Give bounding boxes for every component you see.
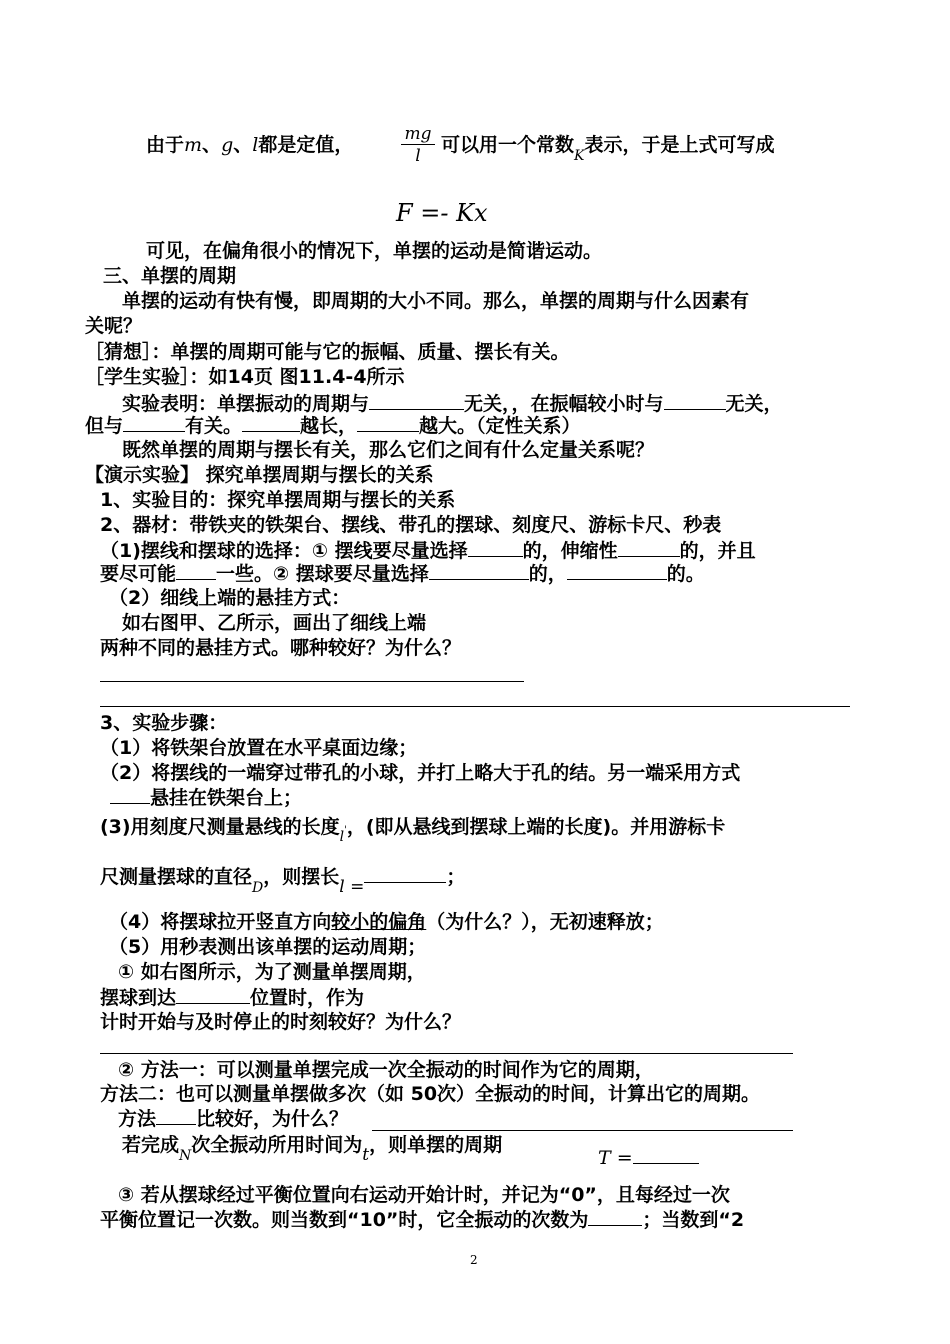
- paragraph: 关呢？: [85, 315, 143, 337]
- section-heading: 三、单摆的周期: [103, 265, 237, 287]
- text: 摆球到达: [100, 987, 177, 1009]
- paragraph: 单摆的运动有快有慢，即周期的大小不同。那么，单摆的周期与什么因素有: [122, 290, 750, 312]
- text: 表示，于是上式可写成: [584, 134, 775, 156]
- text: 无关，，在振幅较小时与: [464, 393, 664, 415]
- line-constants-cont: [441, 133, 775, 164]
- demo-title: 探究单摆周期与摆长的关系: [199, 464, 434, 486]
- sub-question-3-cont: [100, 1207, 744, 1232]
- method-1: ② 方法一：可以测量单摆完成一次全振动的时间作为它的周期，: [118, 1059, 654, 1081]
- step-aim: 1、实验目的：探究单摆周期与摆长的关系: [100, 489, 456, 511]
- blank[interactable]: [242, 413, 300, 432]
- result-line-2: [85, 413, 581, 438]
- text: 由于: [146, 134, 185, 156]
- prime: ': [344, 825, 347, 836]
- text: (3)用刻度尺测量悬线的长度: [100, 816, 340, 838]
- step-2-cont: [110, 785, 302, 810]
- sub-question-1-cont: 计时开始与及时停止的时刻较好？为什么？: [100, 1011, 462, 1033]
- blank[interactable]: [176, 561, 216, 580]
- text: （1)摆线和摆球的选择：① 摆线要尽量选择: [100, 540, 468, 562]
- text: 要尽可能: [100, 563, 177, 585]
- step-2: （2）将摆线的一端穿过带孔的小球，并打上略大于孔的结。另一端采用方式: [100, 762, 741, 784]
- blank[interactable]: [429, 561, 529, 580]
- var-l: l: [252, 134, 259, 156]
- text: 实验表明：单摆振动的周期与: [122, 393, 370, 415]
- period-formula: [122, 1133, 503, 1165]
- answer-line[interactable]: [100, 1053, 793, 1054]
- text: 一些。② 摆球要尽量选择: [216, 563, 429, 585]
- blank[interactable]: [567, 561, 667, 580]
- guess-line: ［猜想］：单摆的周期可能与它的振幅、质量、摆长有关。: [85, 341, 570, 363]
- var-l-equals: l =: [339, 877, 365, 897]
- var-g: g: [221, 134, 234, 156]
- question-2: （2）细线上端的悬挂方式：: [109, 587, 351, 609]
- text: 但与: [85, 415, 124, 437]
- demo-heading: [85, 463, 434, 487]
- blank[interactable]: [618, 538, 680, 557]
- var-t: t: [362, 1145, 370, 1165]
- line-constants: [146, 133, 353, 157]
- text: 平衡位置记一次数。则当数到“10”时，它全振动的次数为: [100, 1209, 589, 1231]
- var-m: m: [184, 134, 203, 156]
- demo-tag: 【演示实验】: [85, 464, 200, 486]
- blank[interactable]: [123, 413, 185, 432]
- text: 的，: [528, 563, 567, 585]
- underlined-text: 较小的偏角: [331, 911, 427, 933]
- text: 都是定值，: [258, 134, 354, 156]
- text: 若完成: [122, 1134, 180, 1156]
- answer-line[interactable]: [100, 681, 524, 682]
- text: 悬挂在铁架台上；: [150, 787, 303, 809]
- text: 、: [202, 134, 222, 156]
- step-3-cont: [100, 864, 466, 897]
- blank[interactable]: [156, 1106, 196, 1125]
- text: ，则单摆的周期: [369, 1134, 503, 1156]
- text: 无关，: [725, 393, 783, 415]
- step-equipment: 2、器材：带铁夹的铁架台、摆线、带孔的摆球、刻度尺、游标卡尺、秒表: [100, 514, 722, 536]
- period-T-equals: [598, 1146, 699, 1170]
- text: 比较好，为什么？: [196, 1108, 349, 1130]
- steps-heading: 3、实验步骤：: [100, 712, 228, 734]
- equation-F-Kx: F =- Kx: [396, 199, 488, 227]
- text: 越长，: [300, 415, 358, 437]
- question-2-text: 如右图甲、乙所示，画出了细线上端: [122, 612, 427, 634]
- blank[interactable]: [633, 1153, 699, 1164]
- paragraph: 可见，在偏角很小的情况下，单摆的运动是简谐运动。: [146, 240, 603, 262]
- var-l-prime: [339, 825, 347, 845]
- text: ；: [446, 866, 466, 888]
- text: （4）将摆球拉开竖直方向: [109, 911, 332, 933]
- text: ，则摆长: [263, 866, 340, 888]
- blank[interactable]: [357, 413, 419, 432]
- step-5: （5）用秒表测出该单摆的运动周期；: [109, 936, 427, 958]
- fraction-denominator: l: [415, 146, 421, 166]
- question-2-text: 两种不同的悬挂方式。哪种较好？为什么？: [100, 637, 462, 659]
- blank[interactable]: [468, 538, 523, 557]
- var-N: N: [179, 1148, 192, 1164]
- text: ；当数到“2: [642, 1209, 745, 1231]
- method-2: 方法二：也可以测量单摆做多次（如 50次）全振动的时间，计算出它的周期。: [100, 1083, 761, 1105]
- page-number: 2: [470, 1253, 478, 1267]
- question-1: [100, 538, 756, 563]
- question-1-cont: [100, 561, 705, 586]
- blank[interactable]: [588, 1207, 642, 1226]
- var-l: l: [339, 829, 345, 845]
- fraction-mg-over-l: [401, 124, 435, 167]
- text: 方法: [118, 1108, 157, 1130]
- answer-line[interactable]: [372, 1130, 793, 1131]
- blank[interactable]: [176, 985, 250, 1004]
- step-3: [100, 815, 725, 843]
- text: 、: [233, 134, 253, 156]
- text: （为什么？），无初速释放；: [426, 911, 664, 933]
- var-T: T =: [598, 1147, 633, 1169]
- text: 有关。: [185, 415, 243, 437]
- text: 的。: [666, 563, 705, 585]
- method-choice: [118, 1106, 348, 1131]
- blank[interactable]: [369, 391, 464, 410]
- text: 可以用一个常数: [441, 134, 575, 156]
- sub-question-1-cont: [100, 985, 364, 1010]
- paragraph: 既然单摆的周期与摆长有关，那么它们之间有什么定量关系呢？: [122, 439, 655, 461]
- var-K: K: [574, 148, 585, 164]
- step-4: [109, 910, 664, 934]
- sub-question-3: ③ 若从摆球经过平衡位置向右运动开始计时，并记为“0”，且每经过一次: [118, 1184, 730, 1206]
- text: 的，伸缩性: [522, 540, 618, 562]
- text: 越大。（定性关系）: [419, 415, 581, 437]
- step-1: （1）将铁架台放置在水平桌面边缘；: [100, 737, 418, 759]
- fraction-numerator: mg: [401, 124, 435, 145]
- sub-question-1: ① 如右图所示，为了测量单摆周期，: [118, 961, 426, 983]
- blank[interactable]: [364, 864, 446, 883]
- var-D: D: [252, 880, 264, 896]
- text: 的，并且: [679, 540, 756, 562]
- text: 尺测量摆球的直径: [100, 866, 253, 888]
- student-experiment-line: ［学生实验］：如14页 图11.4-4所示: [85, 366, 405, 388]
- blank[interactable]: [110, 785, 150, 804]
- text: ，(即从悬线到摆球上端的长度)。并用游标卡: [346, 816, 726, 838]
- text: 次全振动所用时间为: [191, 1134, 363, 1156]
- answer-line[interactable]: [100, 706, 850, 707]
- text: 位置时，作为: [250, 987, 365, 1009]
- blank[interactable]: [664, 391, 726, 410]
